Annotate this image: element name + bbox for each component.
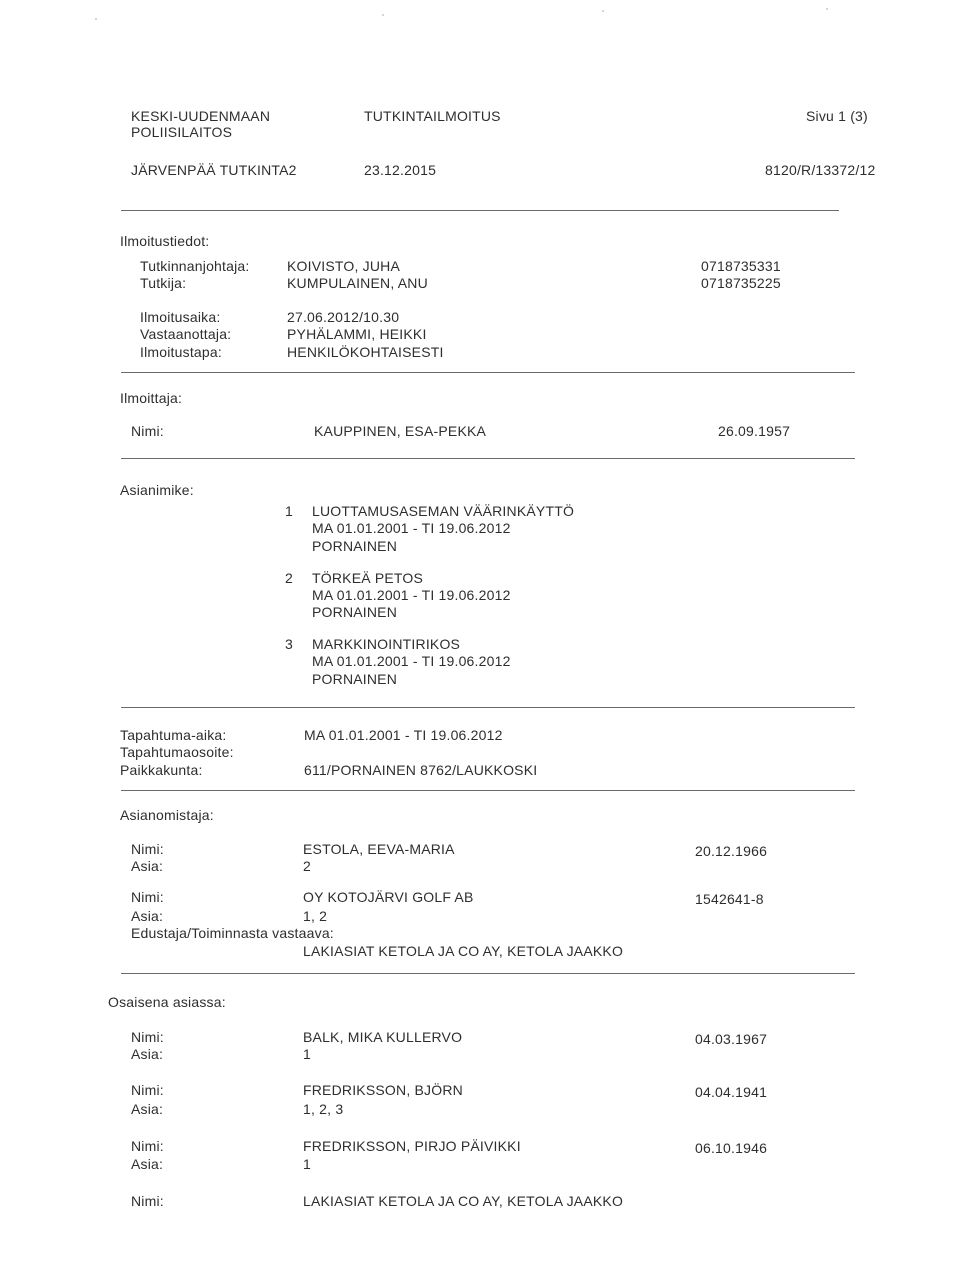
event-location: 611/PORNAINEN 8762/LAUKKOSKI	[304, 762, 538, 778]
party-birth-date: 04.03.1967	[695, 1031, 768, 1047]
offence-number: 2	[285, 570, 293, 586]
field-label: Nimi:	[131, 1193, 164, 1209]
field-label: Asia:	[131, 1046, 164, 1062]
section-heading-ilmoitustiedot: Ilmoitustiedot:	[120, 233, 210, 249]
scan-speck	[95, 18, 97, 20]
scan-speck	[602, 10, 604, 12]
field-label: Nimi:	[131, 841, 164, 857]
party-asia: 1, 2, 3	[303, 1101, 344, 1117]
field-value: 27.06.2012/10.30	[287, 309, 400, 325]
party-name: ESTOLA, EEVA-MARIA	[303, 841, 455, 857]
party-name: OY KOTOJÄRVI GOLF AB	[303, 889, 474, 905]
field-label: Tutkinnanjohtaja:	[140, 258, 250, 274]
event-period: MA 01.01.2001 - TI 19.06.2012	[304, 727, 503, 743]
representative-name: LAKIASIAT KETOLA JA CO AY, KETOLA JAAKKO	[303, 943, 624, 959]
offence-title: LUOTTAMUSASEMAN VÄÄRINKÄYTTÖ	[312, 503, 575, 519]
field-label: Tutkija:	[140, 275, 187, 291]
divider	[121, 790, 855, 791]
field-value: KUMPULAINEN, ANU	[287, 275, 428, 291]
document-date: 23.12.2015	[364, 162, 437, 178]
offence-place: PORNAINEN	[312, 538, 398, 554]
field-value: PYHÄLAMMI, HEIKKI	[287, 326, 427, 342]
party-birth-date: 04.04.1941	[695, 1084, 768, 1100]
field-label: Paikkakunta:	[120, 762, 203, 778]
field-label: Nimi:	[131, 1138, 164, 1154]
scan-speck	[826, 8, 828, 10]
party-name: FREDRIKSSON, BJÖRN	[303, 1082, 463, 1098]
divider	[121, 458, 855, 459]
field-label: Ilmoitusaika:	[140, 309, 221, 325]
offence-number: 3	[285, 636, 293, 652]
field-value: HENKILÖKOHTAISESTI	[287, 344, 444, 360]
field-label: Edustaja/Toiminnasta vastaava:	[131, 925, 334, 941]
party-birth-date: 06.10.1946	[695, 1140, 768, 1156]
offence-title: TÖRKEÄ PETOS	[312, 570, 424, 586]
offence-number: 1	[285, 503, 293, 519]
field-label: Asia:	[131, 858, 164, 874]
phone-number: 0718735331	[701, 258, 781, 274]
business-id: 1542641-8	[695, 891, 764, 907]
offence-title: MARKKINOINTIRIKOS	[312, 636, 461, 652]
section-heading-asianomistaja: Asianomistaja:	[120, 807, 214, 823]
offence-period: MA 01.01.2001 - TI 19.06.2012	[312, 653, 511, 669]
section-heading-osaisena: Osaisena asiassa:	[108, 994, 226, 1010]
scan-speck	[382, 14, 384, 16]
offence-place: PORNAINEN	[312, 604, 398, 620]
field-label: Tapahtumaosoite:	[120, 744, 234, 760]
document-type: TUTKINTAILMOITUS	[364, 108, 501, 124]
case-number: 8120/R/13372/12	[765, 162, 876, 178]
party-birth-date: 20.12.1966	[695, 843, 768, 859]
phone-number: 0718735225	[701, 275, 781, 291]
field-label: Asia:	[131, 908, 164, 924]
divider	[121, 210, 839, 211]
field-label: Nimi:	[131, 889, 164, 905]
party-asia: 2	[303, 858, 311, 874]
field-label: Nimi:	[131, 1082, 164, 1098]
org-name-line2: POLIISILAITOS	[131, 124, 233, 140]
field-label: Tapahtuma-aika:	[120, 727, 227, 743]
birth-date: 26.09.1957	[718, 423, 791, 439]
party-name: BALK, MIKA KULLERVO	[303, 1029, 463, 1045]
divider	[121, 372, 855, 373]
offence-period: MA 01.01.2001 - TI 19.06.2012	[312, 587, 511, 603]
party-asia: 1, 2	[303, 908, 328, 924]
field-label: Nimi:	[131, 1029, 164, 1045]
field-label: Vastaanottaja:	[140, 326, 232, 342]
offence-place: PORNAINEN	[312, 671, 398, 687]
org-name-line1: KESKI-UUDENMAAN	[131, 108, 271, 124]
divider	[121, 707, 855, 708]
party-name: LAKIASIAT KETOLA JA CO AY, KETOLA JAAKKO	[303, 1193, 624, 1209]
party-asia: 1	[303, 1046, 311, 1062]
offence-period: MA 01.01.2001 - TI 19.06.2012	[312, 520, 511, 536]
section-heading-ilmoittaja: Ilmoittaja:	[120, 390, 183, 406]
field-value: KOIVISTO, JUHA	[287, 258, 401, 274]
page-number: Sivu 1 (3)	[806, 108, 868, 124]
field-label: Ilmoitustapa:	[140, 344, 222, 360]
divider	[121, 973, 855, 974]
field-label: Nimi:	[131, 423, 164, 439]
party-name: FREDRIKSSON, PIRJO PÄIVIKKI	[303, 1138, 521, 1154]
field-label: Asia:	[131, 1156, 164, 1172]
party-asia: 1	[303, 1156, 311, 1172]
reporter-name: KAUPPINEN, ESA-PEKKA	[314, 423, 487, 439]
section-heading-asianimike: Asianimike:	[120, 482, 194, 498]
unit-name: JÄRVENPÄÄ TUTKINTA2	[131, 162, 297, 178]
field-label: Asia:	[131, 1101, 164, 1117]
